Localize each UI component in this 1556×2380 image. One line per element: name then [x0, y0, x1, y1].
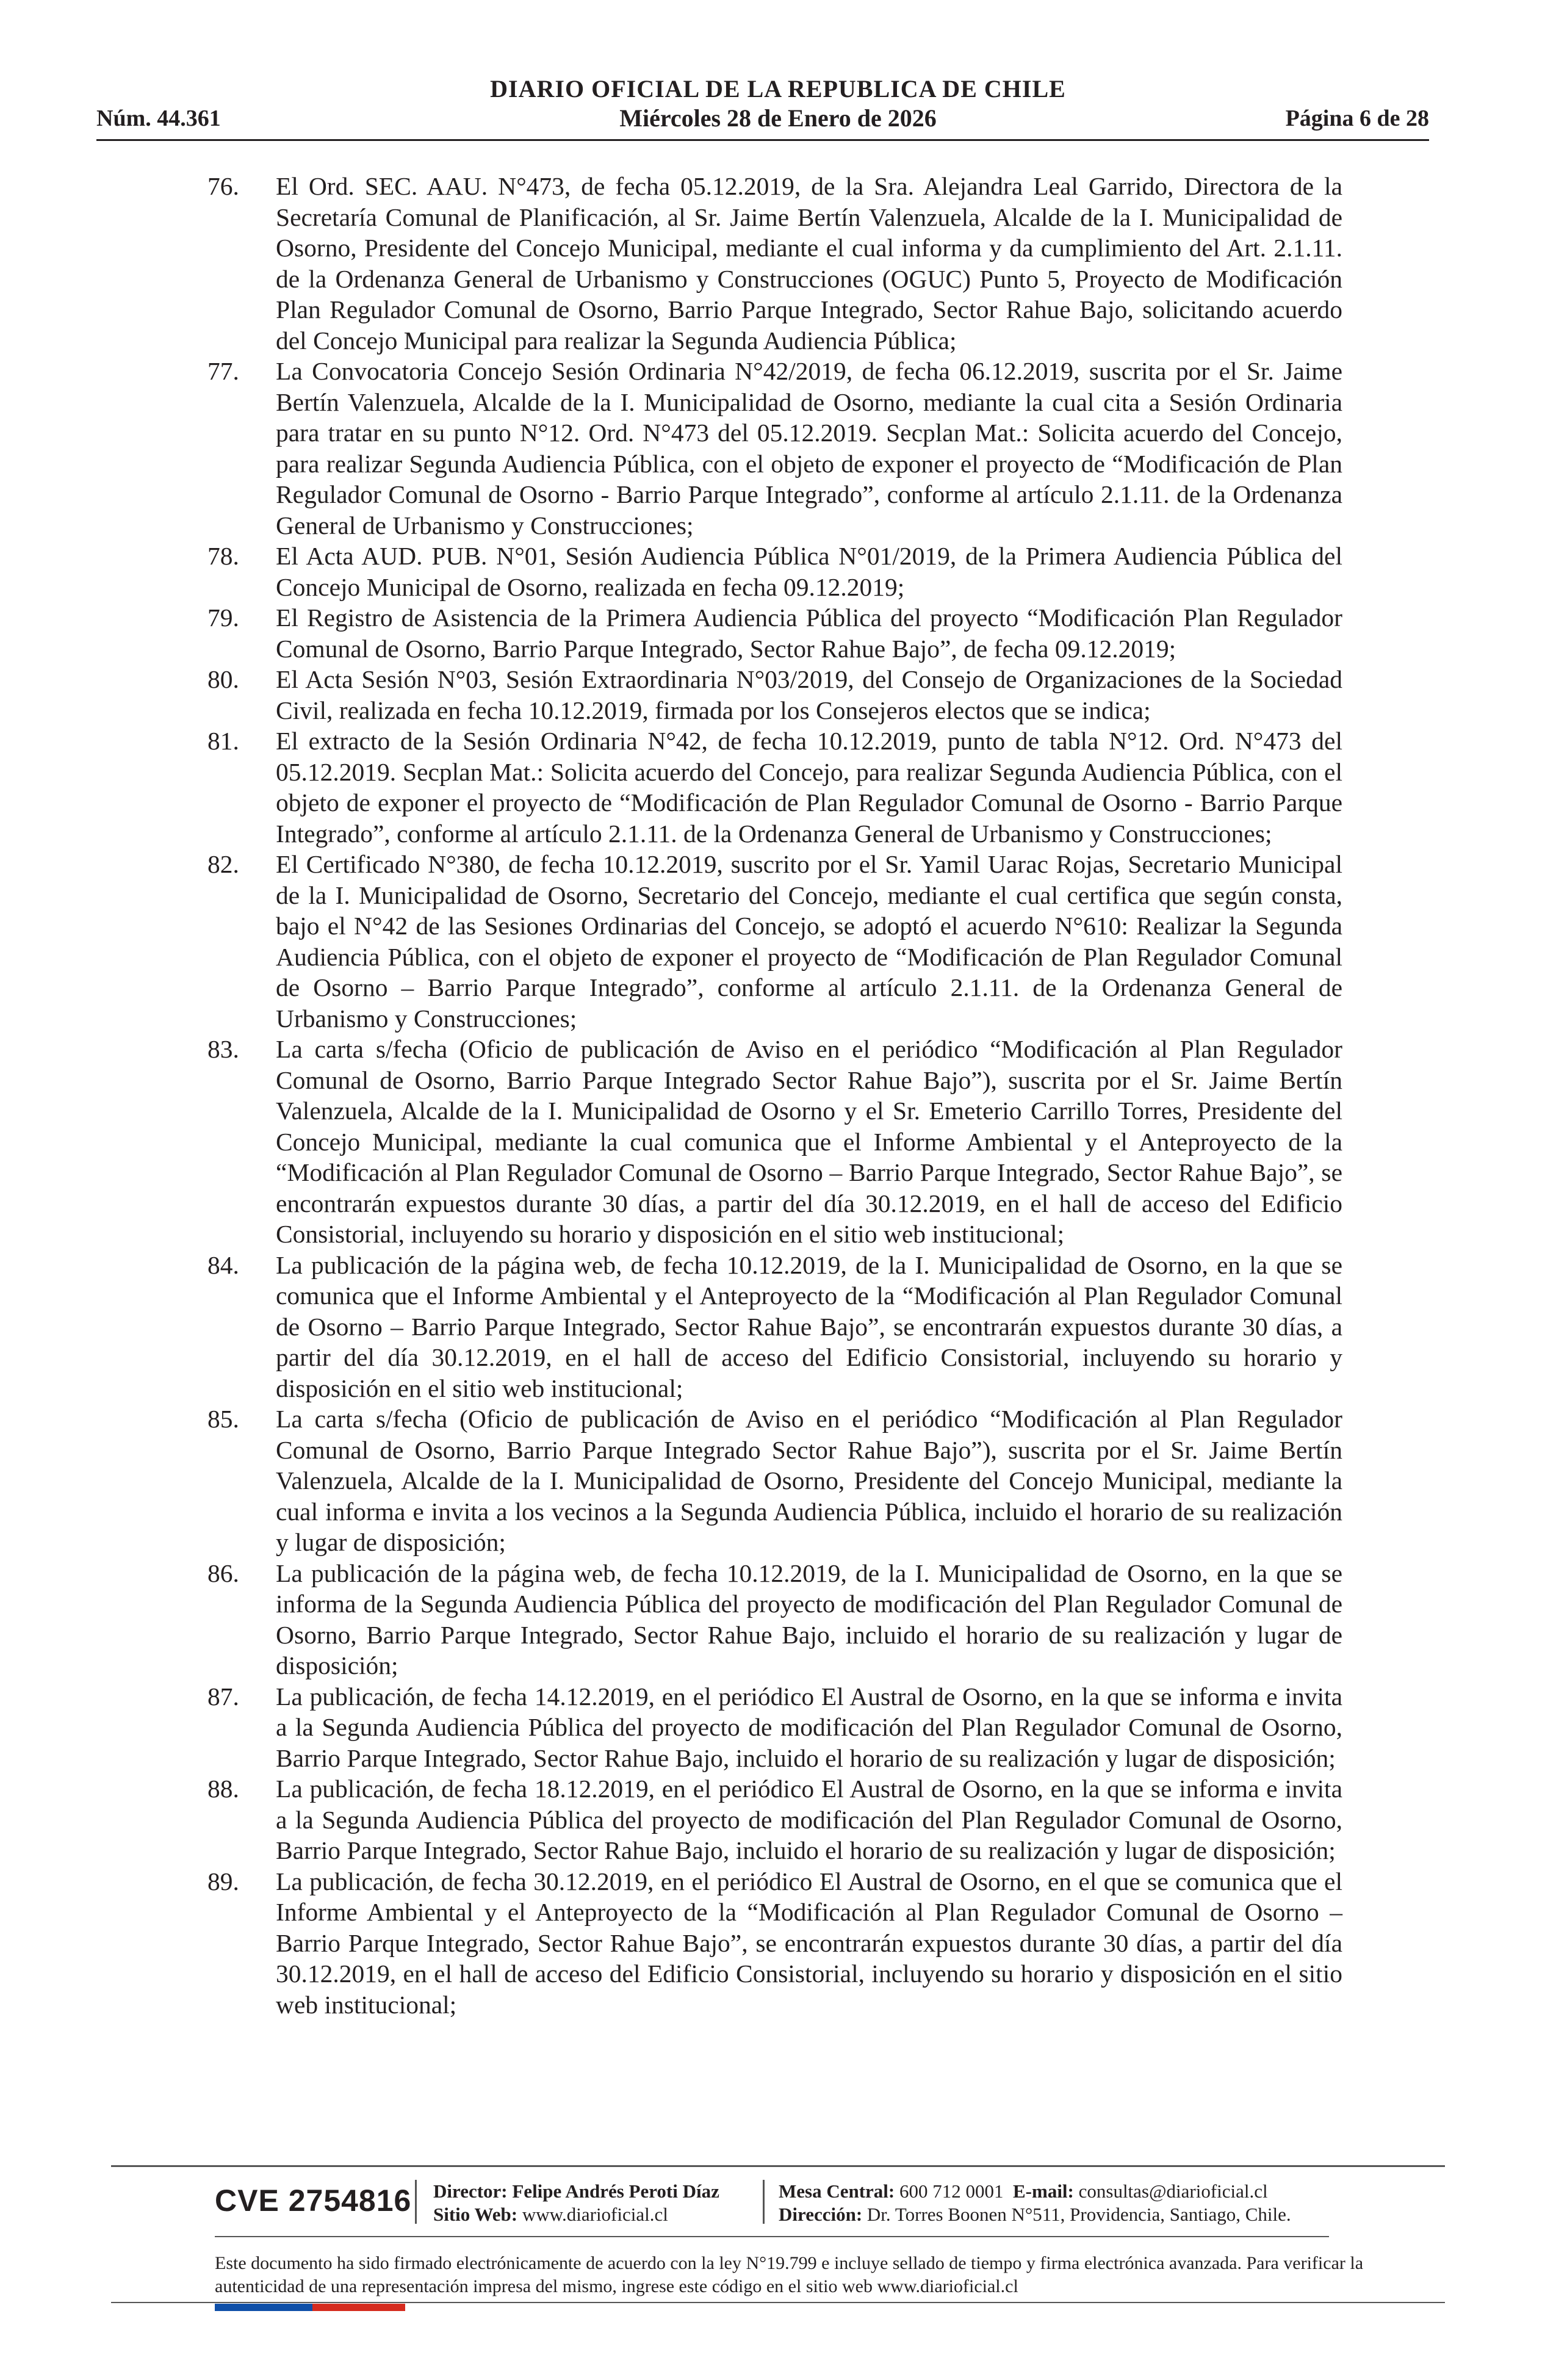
list-item	[207, 1681, 1342, 1774]
footer-director-block	[433, 2180, 719, 2226]
item-text: La carta s/fecha (Oficio de publicación de Aviso en el periódico “Modificación al Plan Regulador Comunal de Osorno, Barrio Parque Integrado Sector Rahue Bajo”), suscrita por el Sr. Jaime Bertín Valenzuela, Alcalde de la I. Municipalidad de Osorno y el Sr. Emeterio Carrillo Torres, Presidente del Concejo Municipal, mediante la cual comunica que el Informe Ambiental y el Anteproyecto de la “Modificación al Plan Regulador Comunal de Osorno – Barrio Parque Integrado, Sector Rahue Bajo”, se encontrarán expuestos durante 30 días, a partir del día 30.12.2019, en el hall de acceso del Edificio Consistorial, incluyendo su horario y disposición en el sitio web institucional;	[276, 1035, 1342, 1248]
address-value: Dr. Torres Boonen N°511, Providencia, Santiago, Chile.	[866, 2204, 1291, 2225]
list-item	[207, 1558, 1342, 1681]
item-number: 81.	[207, 727, 239, 755]
page-indicator: Página 6 de 28	[1285, 106, 1429, 131]
issue-date: Miércoles 28 de Enero de 2026	[619, 104, 937, 132]
header-divider	[96, 139, 1429, 141]
publication-title: DIARIO OFICIAL DE LA REPUBLICA DE CHILE	[490, 75, 1066, 103]
list-item	[207, 541, 1342, 602]
item-text: La publicación de la página web, de fecha 10.12.2019, de la I. Municipalidad de Osorno, en la que se informa de la Segunda Audiencia Pública del proyecto de modificación del Plan Regulador Comunal de Osorno, Barrio Parque Integrado, Sector Rahue Bajo, incluido el horario de su realización y lugar de disposición;	[276, 1559, 1342, 1679]
flag-bar-red	[312, 2304, 405, 2311]
email-link[interactable]: consultas@diarioficial.cl	[1078, 2180, 1268, 2202]
item-text: El Certificado N°380, de fecha 10.12.2019, suscrito por el Sr. Yamil Uarac Rojas, Secretario Municipal de la I. Municipalidad de Osorno, Secretario del Concejo, mediante el cual certifica que según consta, bajo el N°42 de las Sesiones Ordinarias del Concejo, se adoptó el acuerdo N°610: Realizar la Segunda Audiencia Pública, con el objeto de exponer el proyecto de “Modificación de Plan Regulador Comunal de Osorno – Barrio Parque Integrado”, conforme al artículo 2.1.11. de la Ordenanza General de Urbanismo y Construcciones;	[276, 850, 1342, 1033]
item-text: El Ord. SEC. AAU. N°473, de fecha 05.12.2019, de la Sra. Alejandra Leal Garrido, Directora de la Secretaría Comunal de Planificación, al Sr. Jaime Bertín Valenzuela, Alcalde de la I. Municipalidad de Osorno, Presidente del Concejo Municipal, mediante el cual informa y da cumplimiento del Art. 2.1.11. de la Ordenanza General de Urbanismo y Construcciones (OGUC) Punto 5, Proyecto de Modificación Plan Regulador Comunal de Osorno, Barrio Parque Integrado, Sector Rahue Bajo, solicitando acuerdo del Concejo Municipal para realizar la Segunda Audiencia Pública;	[276, 172, 1342, 355]
issue-number: Núm. 44.361	[96, 106, 221, 131]
item-text: La publicación, de fecha 18.12.2019, en el periódico El Austral de Osorno, en la que se informa e invita a la Segunda Audiencia Pública del proyecto de modificación del Plan Regulador Comunal de Osorno, Barrio Parque Integrado, Sector Rahue Bajo, incluido el horario de su realización y lugar de disposición;	[276, 1775, 1342, 1864]
item-number: 84.	[207, 1250, 239, 1279]
item-number: 86.	[207, 1559, 239, 1587]
list-item	[207, 171, 1342, 356]
cve-code: CVE 2754816	[215, 2183, 412, 2218]
director-label: Director:	[433, 2180, 508, 2202]
footer-separator	[415, 2180, 417, 2224]
site-label: Sitio Web:	[433, 2204, 518, 2225]
flag-bar-blue	[215, 2304, 312, 2311]
list-item	[207, 602, 1342, 664]
footer-separator	[763, 2180, 765, 2224]
address-label: Dirección:	[779, 2204, 863, 2225]
list-item	[207, 1250, 1342, 1404]
page-header	[0, 0, 1556, 146]
item-number: 77.	[207, 357, 239, 385]
footer-contact-block	[779, 2180, 1291, 2226]
footer-divider-bottom	[111, 2302, 1445, 2303]
item-text: La Convocatoria Concejo Sesión Ordinaria N°42/2019, de fecha 06.12.2019, suscrita por el Sr. Jaime Bertín Valenzuela, Alcalde de la I. Municipalidad de Osorno, mediante la cual cita a Sesión Ordinaria para tratar en su punto N°12. Ord. N°473 del 05.12.2019. Secplan Mat.: Solicita acuerdo del Concejo, para realizar Segunda Audiencia Pública, con el objeto de exponer el proyecto de “Modificación de Plan Regulador Comunal de Osorno - Barrio Parque Integrado”, conforme al artículo 2.1.11. de la Ordenanza General de Urbanismo y Construcciones;	[276, 357, 1342, 539]
list-item	[207, 1404, 1342, 1558]
item-number: 78.	[207, 542, 239, 570]
footer-divider-middle	[215, 2236, 1329, 2237]
email-label: E-mail:	[1013, 2180, 1074, 2202]
item-text: El Acta Sesión N°03, Sesión Extraordinaria N°03/2019, del Consejo de Organizaciones de la Sociedad Civil, realizada en fecha 10.12.2019, firmada por los Consejeros electos que se indica;	[276, 665, 1342, 724]
item-number: 87.	[207, 1682, 239, 1711]
item-number: 83.	[207, 1035, 239, 1063]
item-number: 79.	[207, 604, 239, 632]
list-item	[207, 1773, 1342, 1866]
numbered-list	[207, 171, 1342, 2020]
list-item	[207, 726, 1342, 849]
director-name: Felipe Andrés Peroti Díaz	[512, 2180, 719, 2202]
item-text: La carta s/fecha (Oficio de publicación de Aviso en el periódico “Modificación al Plan Regulador Comunal de Osorno, Barrio Parque Integrado Sector Rahue Bajo”), suscrita por el Sr. Jaime Bertín Valenzuela, Alcalde de la I. Municipalidad de Osorno, Presidente del Concejo Municipal, mediante la cual informa e invita a los vecinos a la Segunda Audiencia Pública, incluido el horario de su realización y lugar de disposición;	[276, 1405, 1342, 1556]
site-link[interactable]: www.diarioficial.cl	[522, 2204, 668, 2225]
list-item	[207, 1034, 1342, 1250]
legal-notice: Este documento ha sido firmado electrónicamente de acuerdo con la ley N°19.799 e incluye sellado de tiempo y firma electrónica avanzada. Para verificar la autenticidad de una representación impresa del mismo, ingrese este código en el sitio web www.diarioficial.cl	[215, 2253, 1364, 2296]
item-text: El extracto de la Sesión Ordinaria N°42, de fecha 10.12.2019, punto de tabla N°12. Ord. N°473 del 05.12.2019. Secplan Mat.: Solicita acuerdo del Concejo, para realizar Segunda Audiencia Pública, con el objeto de exponer el proyecto de “Modificación de Plan Regulador Comunal de Osorno - Barrio Parque Integrado”, conforme al artículo 2.1.11. de la Ordenanza General de Urbanismo y Construcciones;	[276, 727, 1342, 848]
item-text: La publicación, de fecha 14.12.2019, en el periódico El Austral de Osorno, en la que se informa e invita a la Segunda Audiencia Pública del proyecto de modificación del Plan Regulador Comunal de Osorno, Barrio Parque Integrado, Sector Rahue Bajo, incluido el horario de su realización y lugar de disposición;	[276, 1682, 1342, 1772]
item-number: 88.	[207, 1775, 239, 1803]
item-text: El Registro de Asistencia de la Primera Audiencia Pública del proyecto “Modificación Plan Regulador Comunal de Osorno, Barrio Parque Integrado, Sector Rahue Bajo”, de fecha 09.12.2019;	[276, 604, 1342, 663]
item-number: 89.	[207, 1867, 239, 1895]
phone-value: 600 712 0001	[899, 2180, 1004, 2202]
item-text: La publicación, de fecha 30.12.2019, en el periódico El Austral de Osorno, en el que se comunica que el Informe Ambiental y el Anteproyecto de la “Modificación al Plan Regulador Comunal de Osorno – Barrio Parque Integrado, Sector Rahue Bajo”, se encontrarán expuestos durante 30 días, a partir del día 30.12.2019, en el hall de acceso del Edificio Consistorial, incluyendo su horario y disposición en el sitio web institucional;	[276, 1867, 1342, 2019]
item-number: 76.	[207, 172, 239, 200]
list-item	[207, 1866, 1342, 2021]
item-number: 85.	[207, 1405, 239, 1433]
list-item	[207, 356, 1342, 541]
item-number: 80.	[207, 665, 239, 693]
item-text: El Acta AUD. PUB. N°01, Sesión Audiencia Pública N°01/2019, de la Primera Audiencia Pública del Concejo Municipal de Osorno, realizada en fecha 09.12.2019;	[276, 542, 1342, 601]
footer-divider-top	[111, 2165, 1445, 2167]
item-text: La publicación de la página web, de fecha 10.12.2019, de la I. Municipalidad de Osorno, en la que se comunica que el Informe Ambiental y el Anteproyecto de la “Modificación al Plan Regulador Comunal de Osorno – Barrio Parque Integrado, Sector Rahue Bajo”, se encontrarán expuestos durante 30 días, a partir del día 30.12.2019, en el hall de acceso del Edificio Consistorial, incluyendo su horario y disposición en el sitio web institucional;	[276, 1250, 1342, 1402]
list-item	[207, 849, 1342, 1034]
item-number: 82.	[207, 850, 239, 878]
phone-label: Mesa Central:	[779, 2180, 895, 2202]
list-item	[207, 664, 1342, 726]
